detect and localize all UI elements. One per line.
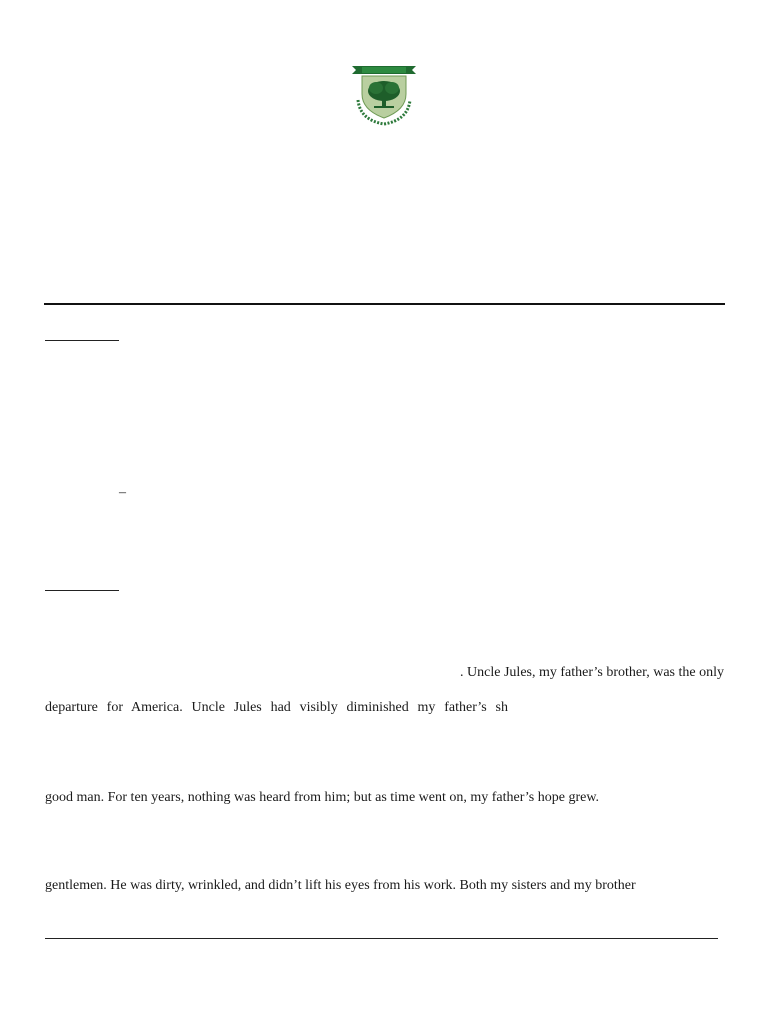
text-line-4: gentlemen. He was dirty, wrinkled, and didn’t lift his eyes from his work. Both my sisters and my brother — [45, 878, 636, 893]
underline-blank-2 — [45, 590, 119, 591]
greenwood-high-logo — [348, 60, 420, 126]
text-line-3: good man. For ten years, nothing was heard from him; but as time went on, my father’s hope grew. — [45, 790, 600, 805]
header-divider-rule — [44, 303, 725, 305]
logo-banner-center — [362, 67, 406, 73]
logo-tree-canopy-right — [385, 82, 399, 94]
logo-tree-canopy-left — [369, 82, 383, 94]
text-line-1: . Uncle Jules, my father’s brother, was the only — [460, 665, 724, 680]
underline-blank-1 — [45, 340, 119, 341]
dash-mark: – — [119, 485, 126, 500]
logo-tree-trunk — [382, 98, 386, 107]
logo-ground — [374, 106, 394, 108]
answer-underline — [45, 938, 718, 939]
text-line-2: departure for America. Uncle Jules had visibly diminished my father’s sh — [45, 700, 508, 715]
